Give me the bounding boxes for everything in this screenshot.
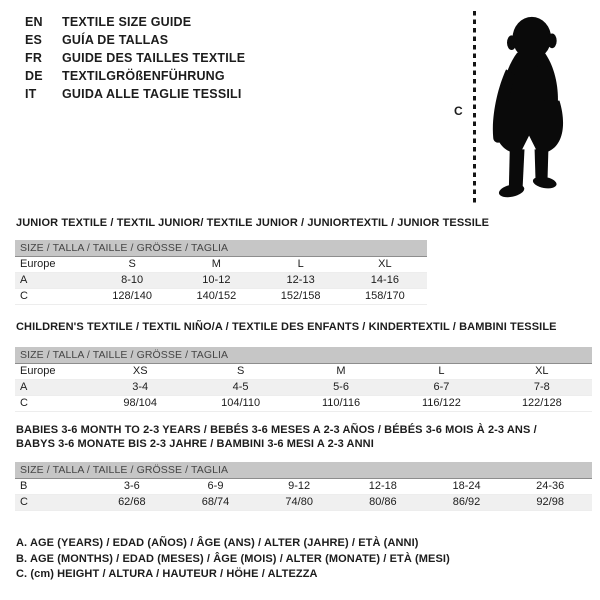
size-cell: XL xyxy=(535,365,549,377)
lang-row-en xyxy=(25,13,245,31)
age-cell: 7-8 xyxy=(533,381,550,393)
age-cell: 24-36 xyxy=(536,480,565,492)
age-cell: 18-24 xyxy=(452,480,481,492)
height-cell: 140/152 xyxy=(196,290,237,302)
table-row xyxy=(15,364,592,380)
lang-code: IT xyxy=(25,87,37,101)
row-label: B xyxy=(20,480,28,492)
height-dashed-line xyxy=(473,11,476,205)
age-cell: 4-5 xyxy=(232,381,249,393)
row-label: Europe xyxy=(20,365,56,377)
lang-code: ES xyxy=(25,33,43,47)
height-cell: 92/98 xyxy=(536,496,564,508)
lang-row-it xyxy=(25,85,245,103)
size-cell: XS xyxy=(132,365,148,377)
age-cell: 3-4 xyxy=(132,381,149,393)
height-cell: 152/158 xyxy=(280,290,321,302)
babies-size-table xyxy=(15,462,592,511)
height-cell: 80/86 xyxy=(369,496,397,508)
table-rows xyxy=(15,257,427,305)
table-header-bar: SIZE / TALLA / TAILLE / GRÖSSE / TAGLIA xyxy=(15,347,592,364)
row-label: A xyxy=(20,381,28,393)
row-label: Europe xyxy=(20,258,56,270)
size-cell: S xyxy=(236,365,245,377)
height-cell: 86/92 xyxy=(452,496,481,508)
junior-size-table xyxy=(15,240,427,305)
age-cell: 8-10 xyxy=(121,274,144,286)
age-cell: 3-6 xyxy=(123,480,140,492)
children-section-title: CHILDREN'S TEXTILE / TEXTIL NIÑO/A / TEXTILE DES ENFANTS / KINDERTEXTIL / BAMBINI TESSILE xyxy=(16,321,557,333)
table-row xyxy=(15,479,592,495)
lang-code: DE xyxy=(25,69,43,83)
height-cell: 110/116 xyxy=(321,397,361,409)
height-cell: 98/104 xyxy=(123,397,158,409)
babies-section-title: BABIES 3-6 MONTH TO 2-3 YEARS / BEBÉS 3-6 MESES A 2-3 AÑOS / BÉBÉS 3-6 MOIS À 2-3 ANS / BABYS 3-6 MONATE BIS 2-3 JAHRE / BAMBINI 3-6 MESI A 2-3 ANNI xyxy=(16,424,537,450)
size-cell: S xyxy=(128,258,136,270)
language-title-list xyxy=(25,13,245,103)
height-cell: 116/122 xyxy=(421,397,461,409)
table-header-bar: SIZE / TALLA / TAILLE / GRÖSSE / TAGLIA xyxy=(15,462,592,479)
table-row xyxy=(15,396,592,412)
legend-age-months: B. AGE (MONTHS) / EDAD (MESES) / ÂGE (MOIS) / ALTER (MONATE) / ETÀ (MESI) xyxy=(16,552,450,565)
height-cell: 158/170 xyxy=(364,290,405,302)
age-cell: 12-13 xyxy=(286,274,315,286)
row-label: A xyxy=(20,274,28,286)
legend-age-years: A. AGE (YEARS) / EDAD (AÑOS) / ÂGE (ANS) / ALTER (JAHRE) / ETÀ (ANNI) xyxy=(16,537,419,549)
height-cell: 68/74 xyxy=(201,496,230,508)
size-cell: XL xyxy=(378,258,392,270)
size-cell: M xyxy=(211,258,221,270)
size-cell: L xyxy=(438,365,445,377)
baby-silhouette-icon xyxy=(484,9,576,207)
age-cell: 6-7 xyxy=(433,381,450,393)
table-row xyxy=(15,257,427,273)
height-cell: 104/110 xyxy=(221,397,261,409)
age-cell: 10-12 xyxy=(202,274,231,286)
height-cell: 74/80 xyxy=(285,496,313,508)
lang-row-fr xyxy=(25,49,245,67)
height-cell: 128/140 xyxy=(112,290,152,302)
size-cell: L xyxy=(297,258,304,270)
lang-code: FR xyxy=(25,51,43,65)
lang-row-de xyxy=(25,67,245,85)
height-measure-label: C xyxy=(454,104,463,118)
age-cell: 12-18 xyxy=(368,480,397,492)
table-header-bar: SIZE / TALLA / TAILLE / GRÖSSE / TAGLIA xyxy=(15,240,427,257)
row-label: C xyxy=(20,290,28,302)
lang-title: GUIDA ALLE TAGLIE TESSILI xyxy=(62,87,242,101)
children-size-table xyxy=(15,347,592,412)
size-cell: M xyxy=(336,365,346,377)
height-cell: 122/128 xyxy=(521,397,562,409)
lang-title: TEXTILGRÖßENFÜHRUNG xyxy=(62,69,225,83)
table-rows xyxy=(15,364,592,412)
junior-section-title: JUNIOR TEXTILE / TEXTIL JUNIOR/ TEXTILE JUNIOR / JUNIORTEXTIL / JUNIOR TESSILE xyxy=(16,217,490,229)
table-row xyxy=(15,380,592,396)
age-cell: 14-16 xyxy=(370,274,399,286)
table-rows xyxy=(15,479,592,511)
age-cell: 9-12 xyxy=(288,480,311,492)
table-row xyxy=(15,273,427,289)
lang-title: GUÍA DE TALLAS xyxy=(62,33,169,47)
lang-code: EN xyxy=(25,15,43,29)
lang-title: GUIDE DES TAILLES TEXTILE xyxy=(62,51,246,65)
height-cell: 62/68 xyxy=(118,496,146,508)
table-row xyxy=(15,495,592,511)
lang-title: TEXTILE SIZE GUIDE xyxy=(62,15,192,29)
age-cell: 6-9 xyxy=(207,480,224,492)
measure-legend xyxy=(16,536,586,583)
row-label: C xyxy=(20,496,28,508)
table-row xyxy=(15,289,427,305)
age-cell: 5-6 xyxy=(333,381,349,393)
legend-height-cm: C. (cm) HEIGHT / ALTURA / HAUTEUR / HÖHE / ALTEZZA xyxy=(16,568,318,580)
lang-row-es xyxy=(25,31,245,49)
row-label: C xyxy=(20,397,28,409)
